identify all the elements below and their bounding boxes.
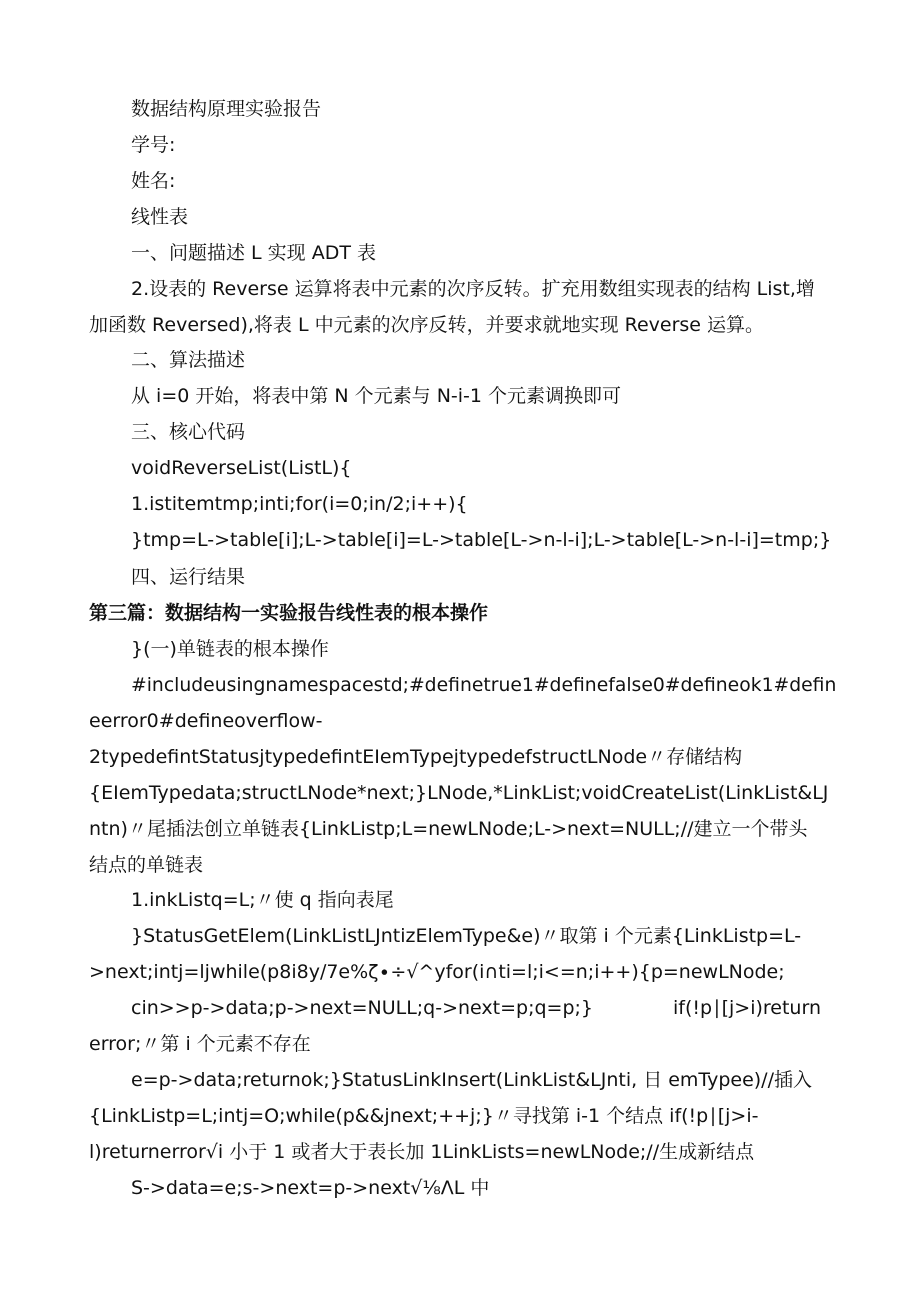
- section-heading-results: 四、运行结果: [131, 566, 246, 588]
- code-line: 1.inkListq=L;〃使 q 指向表尾: [131, 889, 394, 911]
- code-line: {EIemTypedata;structLNode*next;}LNode,*LinkList;voidCreateList(LinkList&LJ: [89, 782, 829, 804]
- code-segment: cin>>p->data;p->next=NULL;q->next=p;q=p;}: [131, 997, 594, 1019]
- subsection-heading: }(一)单链表的根本操作: [131, 638, 329, 660]
- topic-heading: 线性表: [131, 206, 189, 228]
- code-line: 1.istitemtmp;inti;for(i=0;in/2;i++){: [131, 493, 468, 515]
- code-line: e=p->data;returnok;}StatusLinkInsert(LinkList&LJnti, 日 emTypee)//插入: [131, 1069, 812, 1091]
- code-line: l)returnerror√i 小于 1 或者大于表长加 1LinkLists=newLNode;//生成新结点: [89, 1141, 755, 1163]
- code-line: eerror0#defineoverflow-: [89, 710, 323, 732]
- code-line: }StatusGetElem(LinkListLJntizElemType&e)〃取第 i 个元素{LinkListp=L-: [131, 925, 802, 947]
- name-label: 姓名:: [131, 170, 176, 192]
- code-line: >next;intj=ljwhile(p8i8y∕7e%ζ∙÷√^yfor(i∩ti=l;i<=n;i++){p=newLNode;: [89, 961, 785, 983]
- paragraph-line: 2.设表的 Reverse 运算将表中元素的次序反转。扩充用数组实现表的结构 List,增: [131, 278, 815, 300]
- code-line: 结点的单链表: [89, 854, 204, 876]
- report-title: 数据结构原理实验报告: [131, 98, 322, 120]
- code-line: }tmp=L->table[i];L->table[i]=L->table[L->n-l-i];L->table[L->n-l-i]=tmp;}: [131, 529, 832, 551]
- code-line: 2typedefintStatusjtypedefintEIemTypejtypedefstructLNode〃存储结构: [89, 746, 743, 768]
- paragraph-line: 从 i=0 开始，将表中第 N 个元素与 N-i-1 个元素调换即可: [131, 385, 622, 407]
- code-line: [131, 996, 821, 1020]
- code-line: voidReverseList(ListL){: [131, 457, 352, 479]
- section-heading-code: 三、核心代码: [131, 421, 246, 443]
- section-heading-algorithm: 二、算法描述: [131, 349, 246, 371]
- section-heading-problem: 一、问题描述 L 实现 ADT 表: [131, 242, 376, 264]
- code-line: error;〃第 i 个元素不存在: [89, 1033, 311, 1055]
- code-line: {LinkListp=L;intj=O;while(p&&jnext;++j;}〃寻找第 i-1 个结点 if(!p∣[j>i-: [89, 1105, 759, 1127]
- paragraph-line: 加函数 Reversed),将表 L 中元素的次序反转，并要求就地实现 Reverse 运算。: [89, 314, 765, 336]
- code-line: S->data=e;s->next=p->next√⅛ΛL 中: [131, 1177, 490, 1199]
- code-line: ntn)〃尾插法创立单链表{LinkListp;L=newLNode;L->next=NULL;//建立一个带头: [89, 818, 808, 840]
- code-line: #includeusingnamespacestd;#definetrue1#definefalse0#defineok1#defin: [131, 674, 837, 696]
- student-id-label: 学号:: [131, 134, 176, 156]
- code-segment: if(!p∣[j>i)return: [673, 997, 821, 1019]
- chapter-heading: 第三篇：数据结构一实验报告线性表的根本操作: [89, 602, 489, 624]
